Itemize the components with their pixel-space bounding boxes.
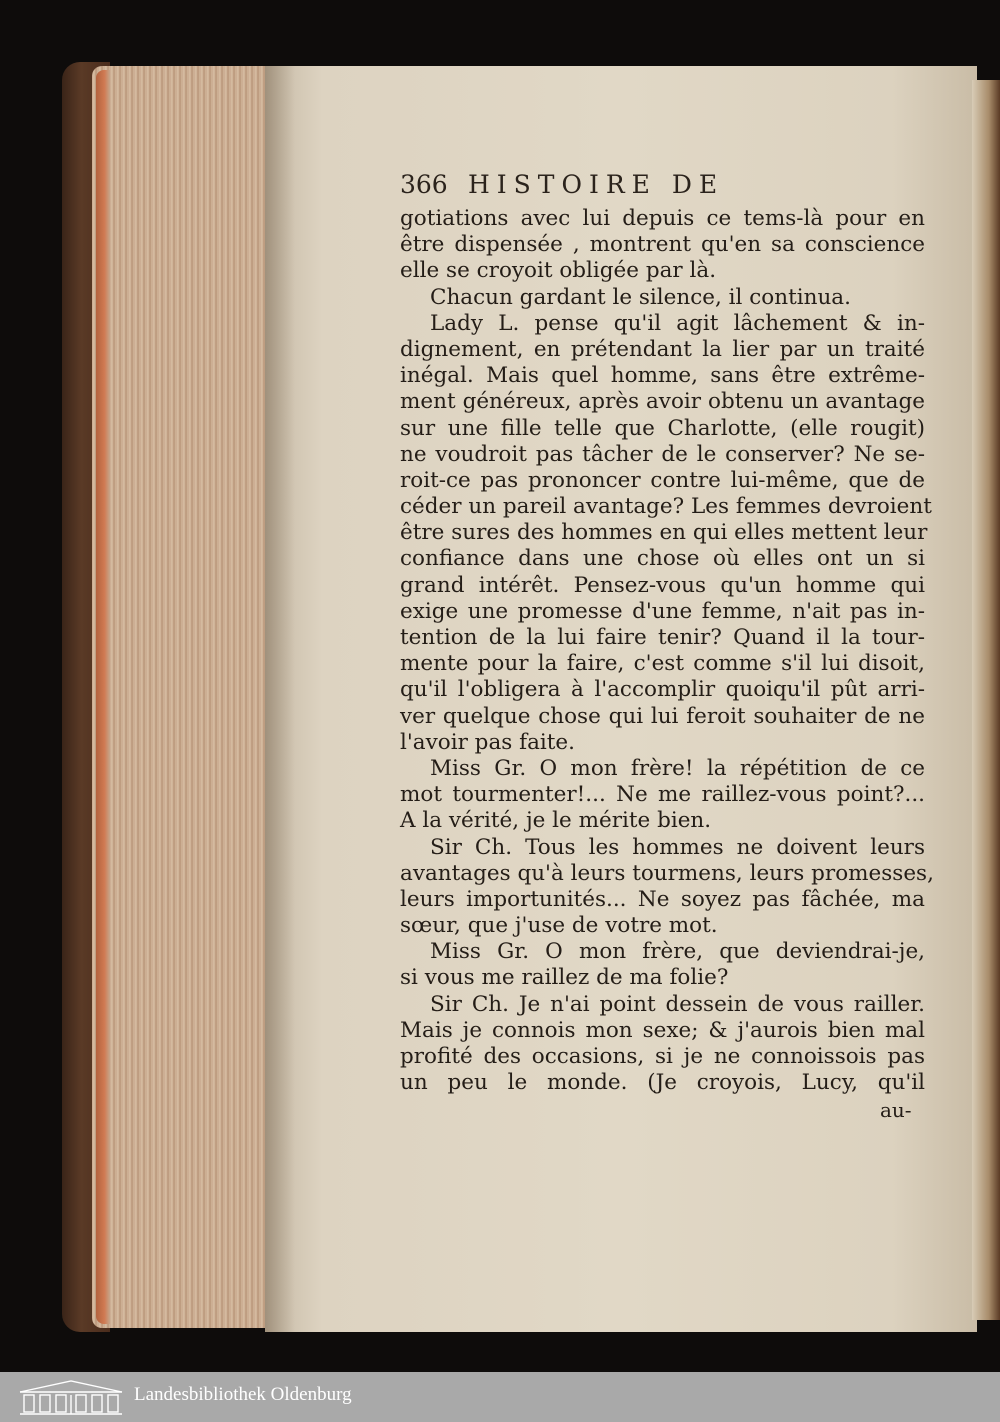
text-line: tention de la lui faire tenir? Quand il la tour-: [400, 625, 925, 650]
text-line: ment généreux, après avoir obtenu un avantage: [400, 389, 925, 415]
page-text: [400, 206, 934, 1096]
text-line: Sir Ch. Je n'ai point dessein de vous railler.: [430, 991, 925, 1017]
library-building-icon: [18, 1378, 124, 1416]
text-line: être sures des hommes en qui elles mettent leur: [400, 520, 928, 546]
gutter-shadow: [265, 66, 295, 1332]
text-line: Chacun gardant le silence, il continua.: [430, 284, 851, 310]
text-line: qu'il l'obligera à l'accomplir quoiqu'il pût arri-: [400, 677, 925, 703]
text-line: mot tourmenter!... Ne me raillez-vous point?...: [400, 782, 925, 808]
text-line: Lady L. pense qu'il agit lâchement & in-: [430, 310, 925, 336]
text-line: sur une fille telle que Charlotte, (elle rougit): [400, 415, 925, 441]
facing-page-edge: [972, 80, 1000, 1320]
library-name: Landesbibliothek Oldenburg: [134, 1384, 352, 1405]
text-line: Miss Gr. O mon frère, que deviendrai-je,: [430, 939, 925, 965]
text-line: grand intérêt. Pensez-vous qu'un homme qui: [400, 572, 925, 598]
text-line: l'avoir pas faite.: [400, 729, 575, 755]
text-line: ver quelque chose qui lui feroit souhaiter de ne: [400, 703, 925, 729]
text-line: exige une promesse d'une femme, n'ait pas in-: [400, 598, 925, 624]
text-line: Mais je connois mon sexe; & j'aurois bien mal: [400, 1017, 925, 1043]
text-line: un peu le monde. (Je croyois, Lucy, qu'il: [400, 1070, 925, 1096]
page-number: 366: [400, 170, 448, 199]
text-line: gotiations avec lui depuis ce tems-là pour en: [400, 206, 925, 231]
text-line: si vous me raillez de ma folie?: [400, 965, 729, 991]
text-line: A la vérité, je le mérite bien.: [400, 808, 712, 834]
footer-bar: [0, 1372, 1000, 1422]
text-line: Sir Ch. Tous les hommes ne doivent leurs: [430, 834, 925, 860]
text-line: elle se croyoit obligée par là.: [400, 258, 717, 284]
text-line: Miss Gr. O mon frère! la répétition de ce: [430, 755, 925, 781]
text-line: ne voudroit pas tâcher de le conserver? Ne se-: [400, 441, 925, 467]
text-line: inégal. Mais quel homme, sans être extrême-: [400, 363, 925, 389]
text-line: profité des occasions, si je ne connoissois pas: [400, 1044, 925, 1069]
text-line: sœur, que j'use de votre mot.: [400, 913, 718, 939]
text-line: mente pour la faire, c'est comme s'il lui disoit,: [400, 651, 925, 677]
running-header: [400, 170, 925, 202]
page-block-edges: [92, 66, 282, 1328]
text-line: avantages qu'à leurs tourmens, leurs promesses,: [400, 860, 934, 886]
text-line: dignement, en prétendant la lier par un traité: [400, 336, 925, 362]
text-line: être dispensée , montrent qu'en sa conscience: [400, 232, 925, 258]
text-line: leurs importunités... Ne soyez pas fâchée, ma: [400, 886, 925, 912]
text-line: confiance dans une chose où elles ont un si: [400, 546, 925, 572]
catchword: au-: [880, 1098, 912, 1122]
text-line: roit-ce pas prononcer contre lui-même, que de: [400, 467, 925, 493]
running-head-title: HISTOIRE DE: [468, 170, 725, 199]
text-line: céder un pareil avantage? Les femmes devroient: [400, 494, 932, 520]
gilt-page-edge: [96, 70, 110, 1324]
